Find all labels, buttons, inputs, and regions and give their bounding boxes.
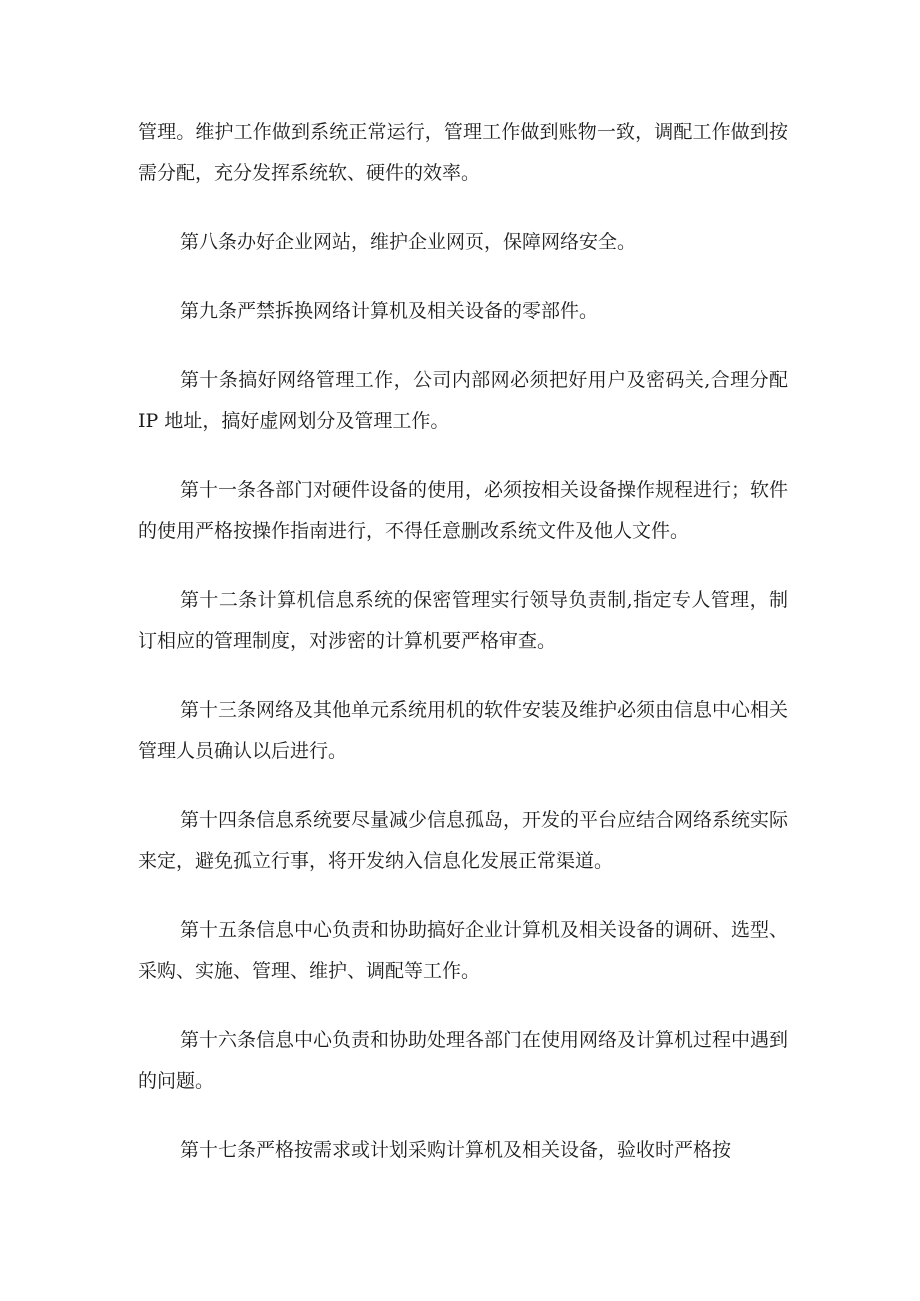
paragraph-article-17: 第十七条严格按需求或计划采购计算机及相关设备，验收时严格按 xyxy=(180,1139,732,1161)
document-body xyxy=(138,112,788,1199)
paragraph-article-10: 第十条搞好网络管理工作，公司内部网必须把好用户及密码关,合理分配 IP 地址，搞好虚网划分及管理工作。 xyxy=(138,369,788,432)
paragraph-article-15: 第十五条信息中心负责和协助搞好企业计算机及相关设备的调研、选型、采购、实施、管理、维护、调配等工作。 xyxy=(138,919,789,982)
paragraph-article-9: 第九条严禁拆换网络计算机及相关设备的零部件。 xyxy=(180,300,599,322)
paragraph-article-14: 第十四条信息系统要尽量减少信息孤岛，开发的平台应结合网络系统实际来定，避免孤立行事，将开发纳入信息化发展正常渠道。 xyxy=(138,809,789,872)
paragraph-continuation: 管理。维护工作做到系统正常运行，管理工作做到账物一致，调配工作做到按需分配，充分发挥系统软、硬件的效率。 xyxy=(138,121,788,184)
paragraph-article-12: 第十二条计算机信息系统的保密管理实行领导负责制,指定专人管理，制订相应的管理制度，对涉密的计算机要严格审查。 xyxy=(138,589,788,652)
paragraph-article-13: 第十三条网络及其他单元系统用机的软件安装及维护必须由信息中心相关管理人员确认以后进行。 xyxy=(138,699,789,762)
paragraph-article-16: 第十六条信息中心负责和协助处理各部门在使用网络及计算机过程中遇到的问题。 xyxy=(138,1029,789,1092)
paragraph-article-8: 第八条办好企业网站，维护企业网页，保障网络安全。 xyxy=(180,231,637,253)
paragraph-article-11: 第十一条各部门对硬件设备的使用，必须按相关设备操作规程进行；软件的使用严格按操作指南进行，不得任意删改系统文件及他人文件。 xyxy=(138,479,789,542)
